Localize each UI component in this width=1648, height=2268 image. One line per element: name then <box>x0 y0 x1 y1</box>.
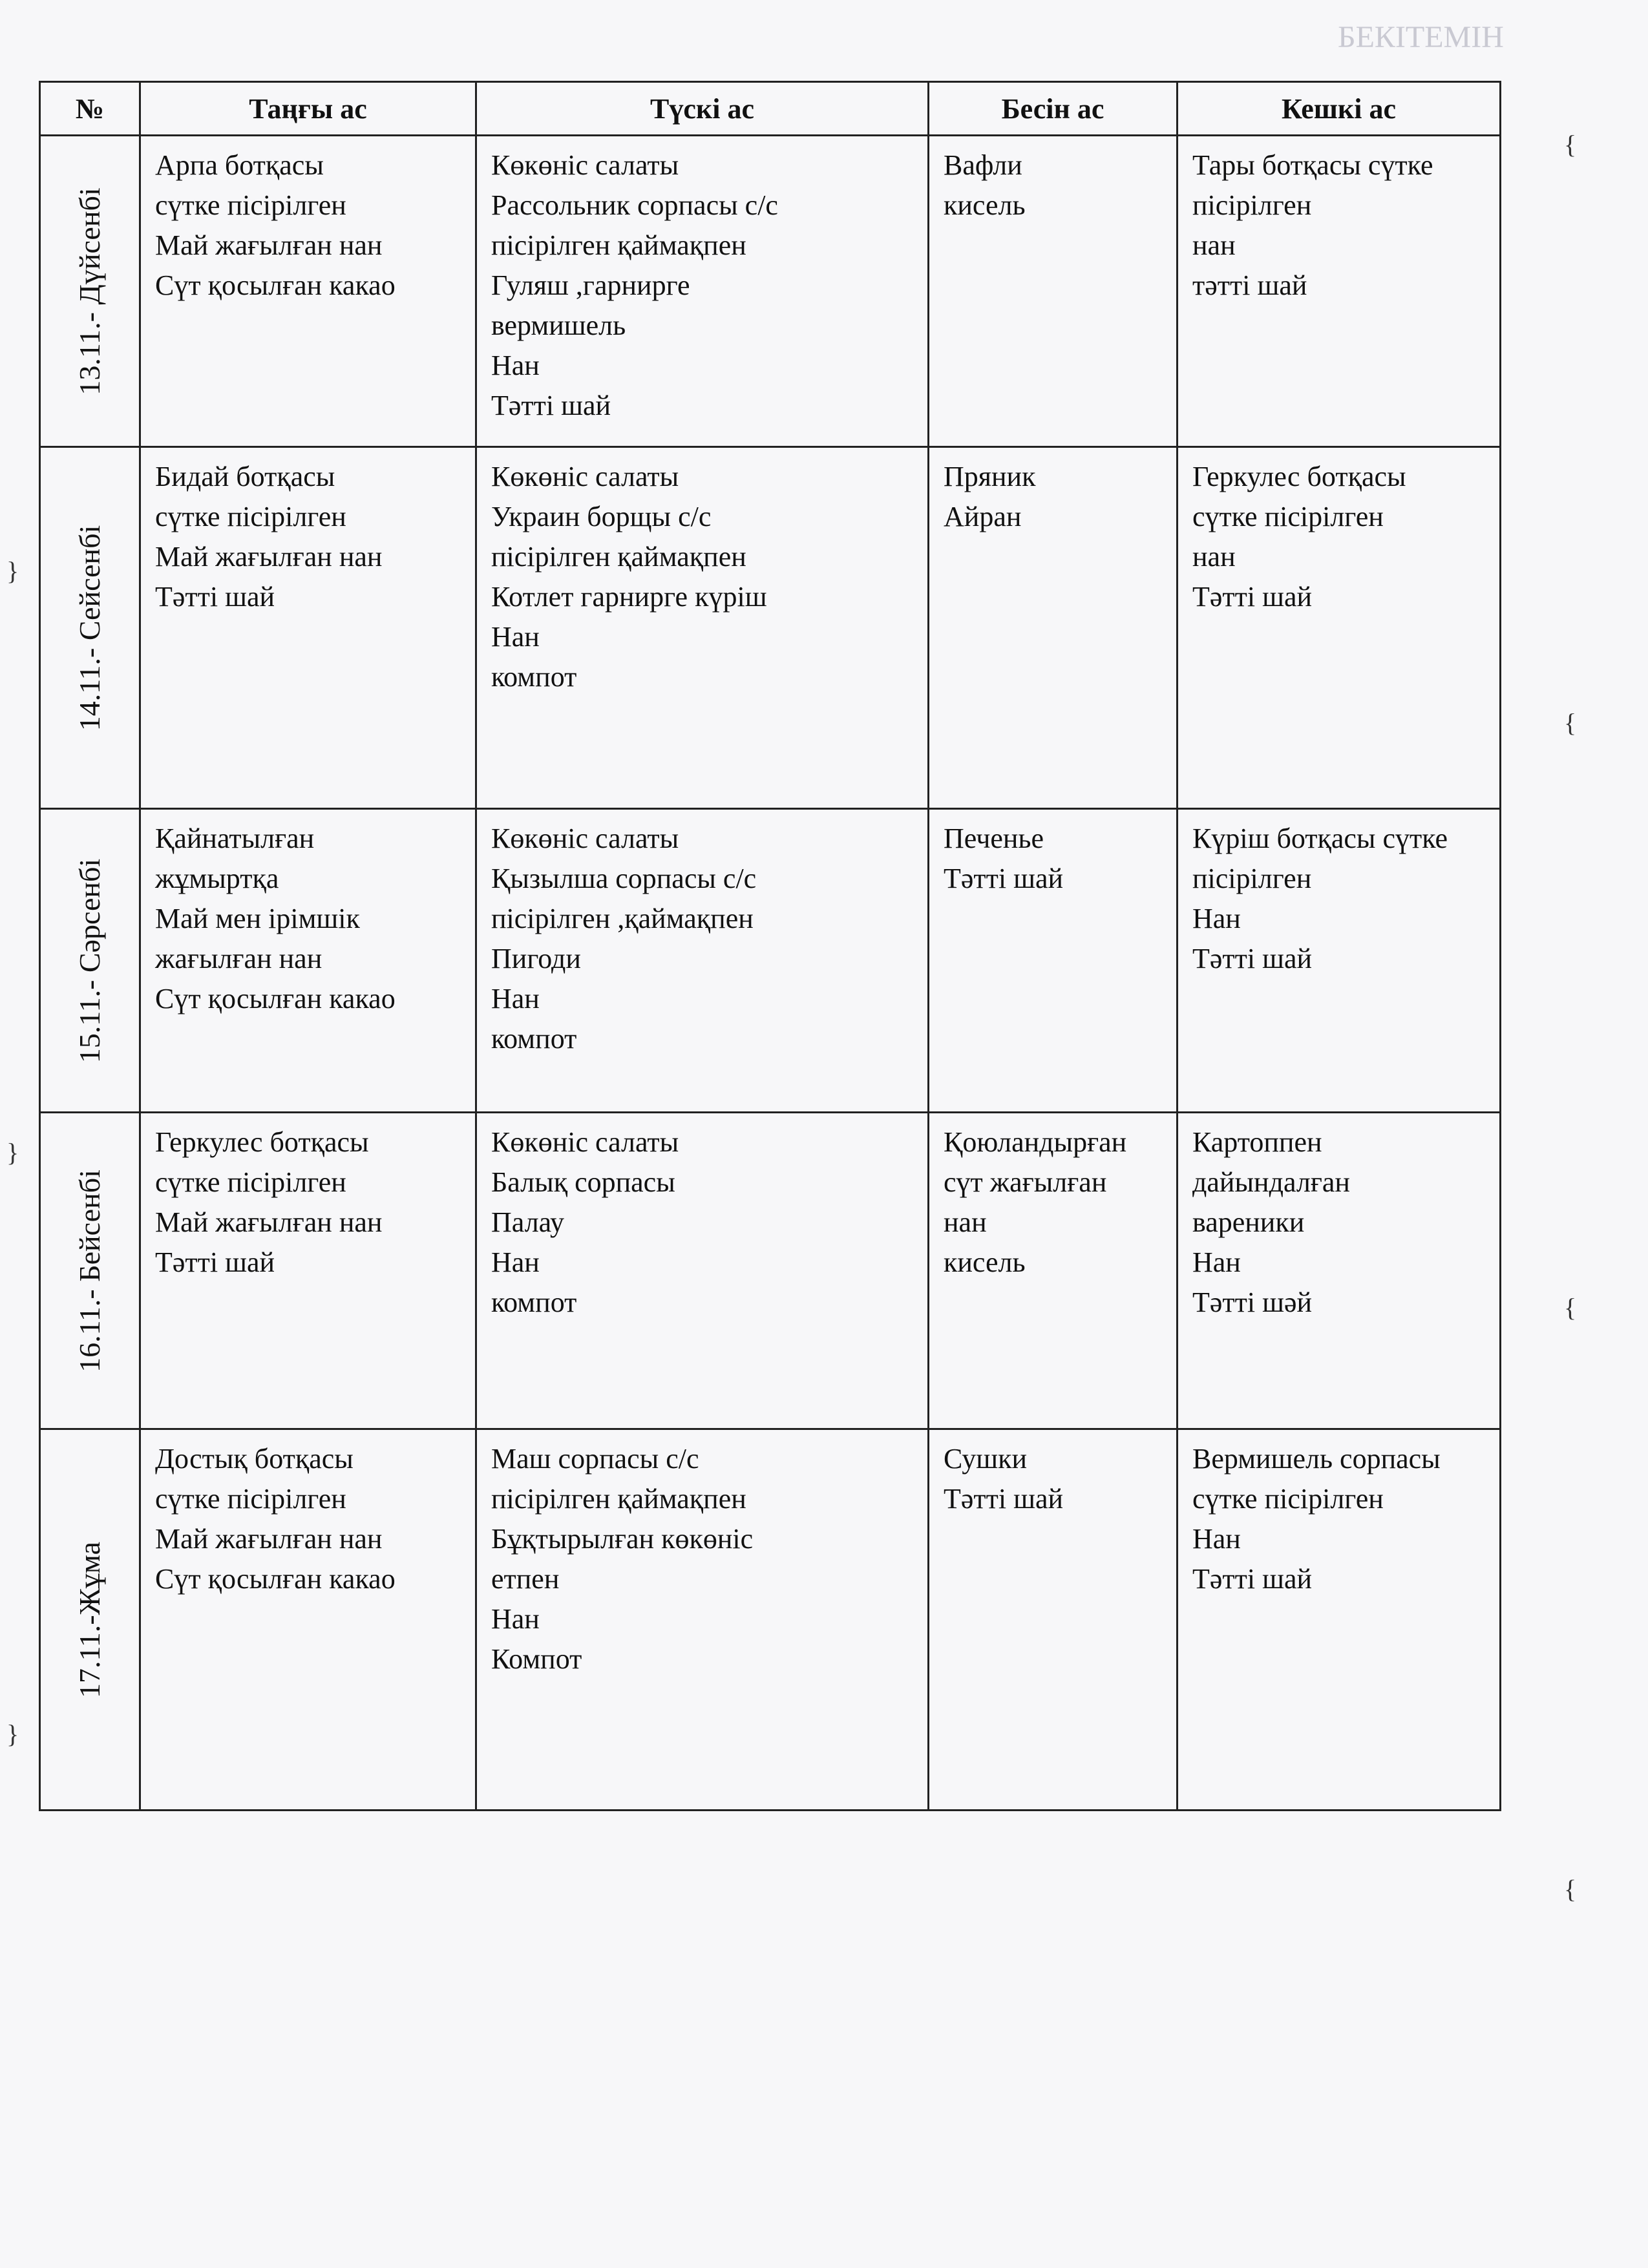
menu-item: тәтті шай <box>1192 269 1307 301</box>
menu-item: Көкөніс салаты <box>491 823 679 854</box>
dinner-cell <box>1178 809 1501 1113</box>
lunch-cell <box>476 447 929 809</box>
bleed-through-text: БЕКІТЕМІН <box>1338 20 1504 54</box>
menu-item: Пигоди <box>491 943 581 974</box>
lunch-cell <box>476 1113 929 1429</box>
menu-item: пісірілген қаймақпен <box>491 541 746 572</box>
menu-item: Украин борщы с/с <box>491 501 712 532</box>
table-row <box>40 136 1501 447</box>
binder-mark: { <box>1564 130 1577 159</box>
menu-item: нан <box>944 1206 987 1238</box>
binder-mark: { <box>1564 708 1577 737</box>
menu-item: Нан <box>491 621 540 653</box>
menu-item: Нан <box>491 983 540 1014</box>
menu-item: Тәтті шәй <box>1192 1286 1313 1318</box>
menu-item: Сүт қосылған какао <box>155 269 396 301</box>
breakfast-cell <box>140 1429 476 1811</box>
menu-item: Тәтті шай <box>944 863 1064 894</box>
snack-cell <box>929 1113 1178 1429</box>
menu-item: Күріш ботқасы сүтке <box>1192 823 1448 854</box>
menu-item: Вафли <box>944 149 1022 181</box>
menu-item: Тәтті шай <box>1192 1563 1313 1595</box>
menu-item: кисель <box>944 1246 1026 1278</box>
menu-item: Тәтті шай <box>491 390 611 421</box>
dinner-cell <box>1178 136 1501 447</box>
menu-item: Нан <box>491 1246 540 1278</box>
day-cell <box>40 1113 140 1429</box>
menu-item: сүтке пісірілген <box>1192 501 1384 532</box>
day-cell <box>40 136 140 447</box>
breakfast-cell <box>140 1113 476 1429</box>
lunch-cell <box>476 809 929 1113</box>
menu-item: Май жағылған нан <box>155 229 383 261</box>
menu-item: Май жағылған нан <box>155 1523 383 1555</box>
menu-item: компот <box>491 1286 577 1318</box>
breakfast-cell <box>140 447 476 809</box>
table-row <box>40 809 1501 1113</box>
menu-item: Нан <box>491 1603 540 1635</box>
snack-cell <box>929 809 1178 1113</box>
menu-item: Тәтті шай <box>944 1483 1064 1515</box>
weekly-menu-table <box>39 81 1501 1811</box>
menu-item: Маш сорпасы с/с <box>491 1443 699 1475</box>
day-cell <box>40 447 140 809</box>
dinner-cell <box>1178 447 1501 809</box>
menu-item: Гуляш ,гарнирге <box>491 269 690 301</box>
menu-item: Қайнатылған <box>155 823 315 854</box>
header-snack: Бесін ас <box>929 82 1178 136</box>
header-lunch: Түскі ас <box>476 82 929 136</box>
table-row <box>40 447 1501 809</box>
menu-item: Нан <box>1192 1523 1241 1555</box>
menu-item: Айран <box>944 501 1022 532</box>
day-cell <box>40 1429 140 1811</box>
lunch-cell <box>476 136 929 447</box>
menu-item: нан <box>1192 229 1236 261</box>
menu-item: Нан <box>1192 1246 1241 1278</box>
menu-item: компот <box>491 1023 577 1055</box>
menu-item: Май жағылған нан <box>155 1206 383 1238</box>
menu-item: Котлет гарнирге күріш <box>491 581 767 613</box>
menu-item: Тәтті шай <box>155 1246 275 1278</box>
menu-item: Нан <box>491 350 540 381</box>
menu-item: жағылған нан <box>155 943 322 974</box>
menu-item: етпен <box>491 1563 560 1595</box>
menu-item: Нан <box>1192 903 1241 934</box>
menu-item: пісірілген қаймақпен <box>491 229 746 261</box>
day-label: 13.11.- Дүйсенбі <box>73 187 106 395</box>
menu-item: Көкөніс салаты <box>491 1126 679 1158</box>
menu-item: сүтке пісірілген <box>155 189 346 221</box>
menu-item: пісірілген қаймақпен <box>491 1483 746 1515</box>
day-label: 14.11.- Сейсенбі <box>73 525 106 731</box>
menu-item: Қызылша сорпасы с/с <box>491 863 757 894</box>
snack-cell <box>929 136 1178 447</box>
breakfast-cell <box>140 136 476 447</box>
menu-item: пісірілген ,қаймақпен <box>491 903 754 934</box>
menu-item: Көкөніс салаты <box>491 461 679 492</box>
menu-item: Вермишель сорпасы <box>1192 1443 1441 1475</box>
binder-mark: } <box>6 1719 19 1748</box>
menu-item: Тәтті шай <box>1192 943 1313 974</box>
menu-item: Көкөніс салаты <box>491 149 679 181</box>
dinner-cell <box>1178 1429 1501 1811</box>
menu-item: Тәтті шай <box>1192 581 1313 613</box>
day-cell <box>40 809 140 1113</box>
menu-item: Бұқтырылған көкөніс <box>491 1523 754 1555</box>
menu-item: сүтке пісірілген <box>155 501 346 532</box>
day-label: 17.11.-Жұма <box>73 1541 106 1698</box>
menu-item: Картоппен <box>1192 1126 1322 1158</box>
menu-item: пісірілген <box>1192 189 1312 221</box>
menu-item: вареники <box>1192 1206 1305 1238</box>
menu-item: жұмыртқа <box>155 863 279 894</box>
table-row <box>40 1113 1501 1429</box>
binder-mark: } <box>6 1138 19 1167</box>
menu-item: Геркулес ботқасы <box>1192 461 1406 492</box>
menu-item: компот <box>491 661 577 693</box>
menu-item: Сушки <box>944 1443 1028 1475</box>
dinner-cell <box>1178 1113 1501 1429</box>
menu-item: Палау <box>491 1206 564 1238</box>
header-breakfast: Таңғы ас <box>140 82 476 136</box>
table-row <box>40 1429 1501 1811</box>
day-label: 16.11.- Бейсенбі <box>73 1169 106 1372</box>
menu-item: Рассольник сорпасы с/с <box>491 189 778 221</box>
breakfast-cell <box>140 809 476 1113</box>
binder-mark: } <box>6 556 19 585</box>
menu-item: Сүт қосылған какао <box>155 983 396 1014</box>
menu-item: Май мен ірімшік <box>155 903 360 934</box>
menu-item: сүт жағылған <box>944 1166 1107 1198</box>
menu-item: нан <box>1192 541 1236 572</box>
menu-item: сүтке пісірілген <box>1192 1483 1384 1515</box>
menu-item: сүтке пісірілген <box>155 1483 346 1515</box>
binder-mark: { <box>1564 1874 1577 1904</box>
menu-item: сүтке пісірілген <box>155 1166 346 1198</box>
menu-item: Қоюландырған <box>944 1126 1127 1158</box>
menu-item: дайындалған <box>1192 1166 1350 1198</box>
snack-cell <box>929 447 1178 809</box>
snack-cell <box>929 1429 1178 1811</box>
menu-item: Сүт қосылған какао <box>155 1563 396 1595</box>
menu-item: Балық сорпасы <box>491 1166 675 1198</box>
day-label: 15.11.- Сәрсенбі <box>73 858 106 1063</box>
menu-body <box>40 136 1501 1811</box>
header-dinner: Кешкі ас <box>1178 82 1501 136</box>
menu-item: Печенье <box>944 823 1044 854</box>
binder-mark: { <box>1564 1293 1577 1322</box>
menu-item: Тары ботқасы сүтке <box>1192 149 1433 181</box>
menu-item: пісірілген <box>1192 863 1312 894</box>
menu-item: Май жағылған нан <box>155 541 383 572</box>
menu-item: Геркулес ботқасы <box>155 1126 369 1158</box>
menu-item: Бидай ботқасы <box>155 461 335 492</box>
menu-item: вермишель <box>491 310 626 341</box>
menu-item: кисель <box>944 189 1026 221</box>
menu-item: Тәтті шай <box>155 581 275 613</box>
menu-item: Пряник <box>944 461 1036 492</box>
menu-item: Компот <box>491 1643 582 1675</box>
lunch-cell <box>476 1429 929 1811</box>
header-row <box>40 82 1501 136</box>
menu-item: Арпа ботқасы <box>155 149 324 181</box>
header-number: № <box>40 82 140 136</box>
menu-item: Достық ботқасы <box>155 1443 354 1475</box>
